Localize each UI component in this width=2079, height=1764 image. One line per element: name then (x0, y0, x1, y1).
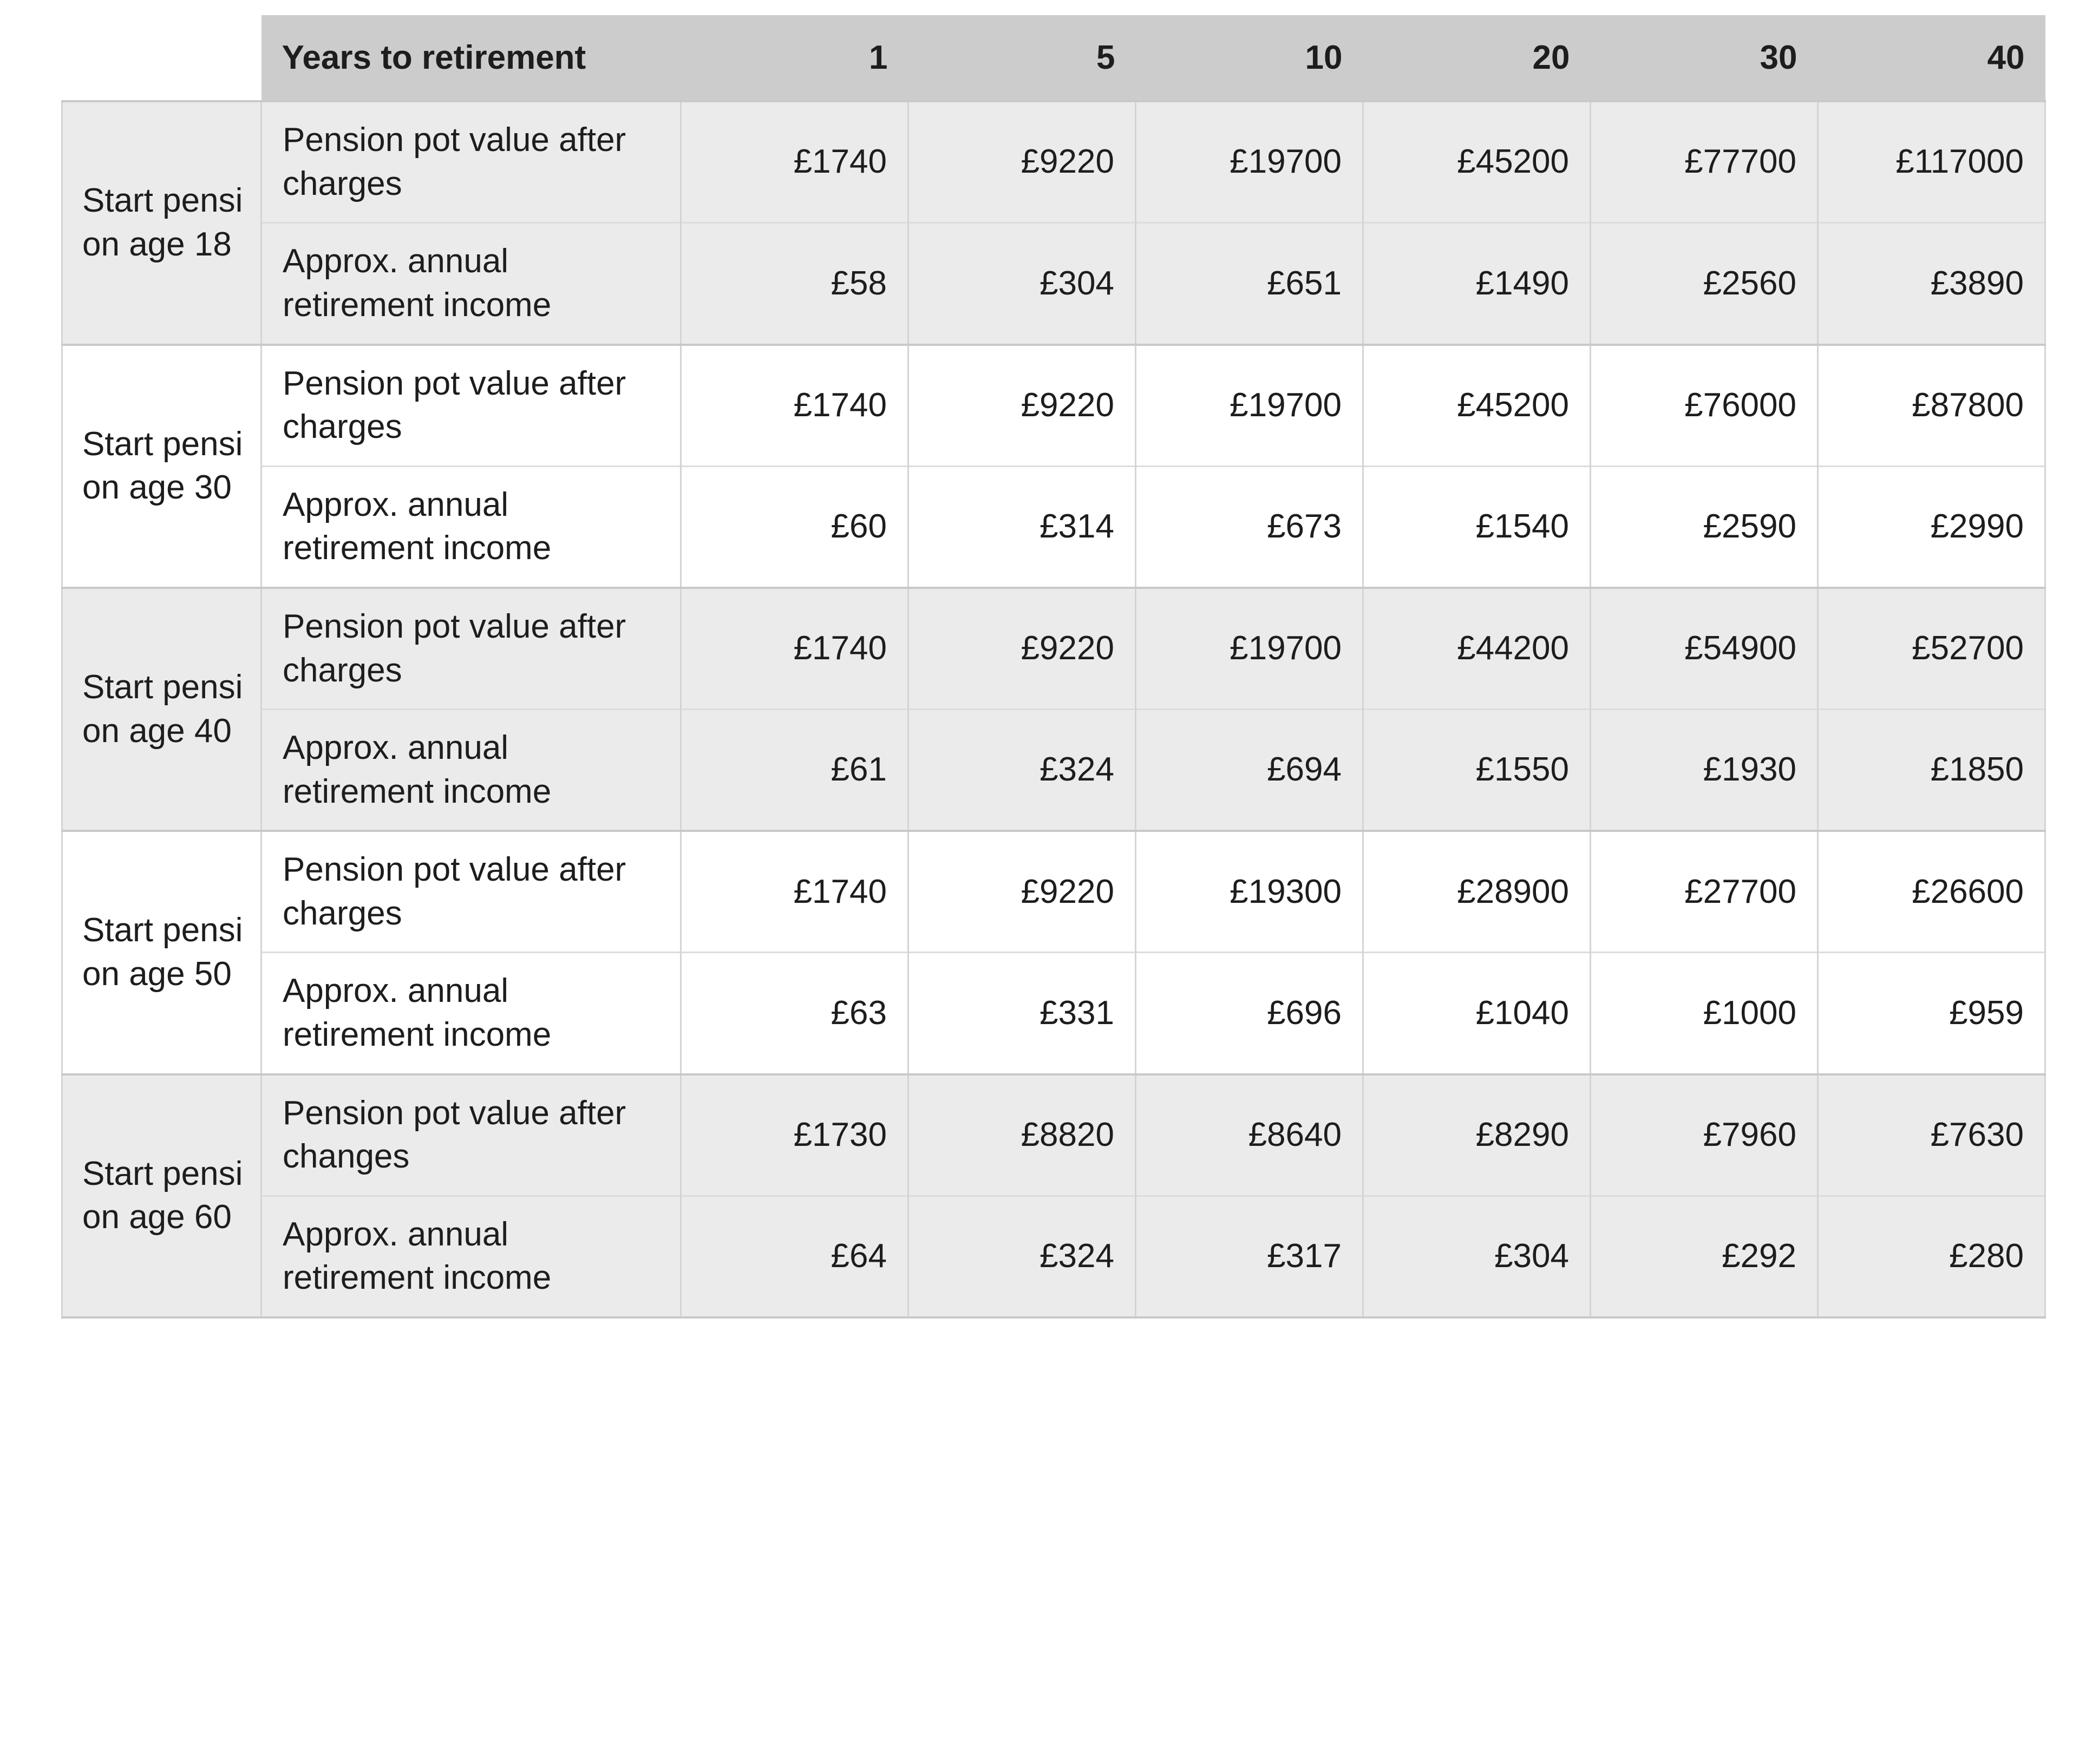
table-header-row (62, 15, 2045, 101)
cell-value: £324 (908, 710, 1136, 831)
cell-value: £1740 (681, 831, 908, 953)
table-row (62, 1074, 2045, 1196)
start-age-label: Start pension age 60 (62, 1074, 261, 1317)
metric-label: Approx. annual retirement income (261, 1196, 681, 1317)
table-row (62, 466, 2045, 588)
cell-value: £1000 (1591, 953, 1818, 1074)
cell-value: £1740 (681, 345, 908, 467)
cell-value: £44200 (1363, 588, 1591, 710)
cell-value: £8820 (908, 1074, 1136, 1196)
header-year-30: 30 (1591, 15, 1818, 101)
metric-label: Pension pot value after changes (261, 1074, 681, 1196)
cell-value: £64 (681, 1196, 908, 1317)
cell-value: £651 (1136, 223, 1363, 345)
cell-value: £2590 (1591, 466, 1818, 588)
cell-value: £1540 (1363, 466, 1591, 588)
start-age-label: Start pension age 40 (62, 588, 261, 831)
cell-value: £7630 (1818, 1074, 2045, 1196)
table-row (62, 831, 2045, 953)
metric-label: Pension pot value after charges (261, 101, 681, 223)
pension-projection-table (61, 15, 2046, 1319)
cell-value: £58 (681, 223, 908, 345)
metric-label: Pension pot value after charges (261, 831, 681, 953)
cell-value: £87800 (1818, 345, 2045, 467)
cell-value: £26600 (1818, 831, 2045, 953)
cell-value: £19700 (1136, 345, 1363, 467)
cell-value: £117000 (1818, 101, 2045, 223)
header-years-to-retirement: Years to retirement (261, 15, 681, 101)
metric-label: Pension pot value after charges (261, 345, 681, 467)
cell-value: £45200 (1363, 101, 1591, 223)
cell-value: £317 (1136, 1196, 1363, 1317)
header-year-5: 5 (908, 15, 1136, 101)
table-row (62, 953, 2045, 1074)
cell-value: £28900 (1363, 831, 1591, 953)
cell-value: £304 (908, 223, 1136, 345)
cell-value: £19700 (1136, 588, 1363, 710)
cell-value: £304 (1363, 1196, 1591, 1317)
cell-value: £3890 (1818, 223, 2045, 345)
cell-value: £2560 (1591, 223, 1818, 345)
table-row (62, 1196, 2045, 1317)
table-row (62, 588, 2045, 710)
metric-label: Approx. annual retirement income (261, 466, 681, 588)
cell-value: £27700 (1591, 831, 1818, 953)
cell-value: £54900 (1591, 588, 1818, 710)
cell-value: £673 (1136, 466, 1363, 588)
header-year-20: 20 (1363, 15, 1591, 101)
cell-value: £63 (681, 953, 908, 1074)
cell-value: £1550 (1363, 710, 1591, 831)
cell-value: £8290 (1363, 1074, 1591, 1196)
metric-label: Approx. annual retirement income (261, 223, 681, 345)
cell-value: £61 (681, 710, 908, 831)
table-row (62, 223, 2045, 345)
table-header (62, 15, 2045, 101)
cell-value: £2990 (1818, 466, 2045, 588)
start-age-label: Start pension age 50 (62, 831, 261, 1074)
header-year-40: 40 (1818, 15, 2045, 101)
cell-value: £45200 (1363, 345, 1591, 467)
cell-value: £52700 (1818, 588, 2045, 710)
table-row (62, 345, 2045, 467)
cell-value: £1730 (681, 1074, 908, 1196)
cell-value: £1490 (1363, 223, 1591, 345)
cell-value: £280 (1818, 1196, 2045, 1317)
metric-label: Approx. annual retirement income (261, 953, 681, 1074)
start-age-label: Start pension age 18 (62, 101, 261, 344)
start-age-label: Start pension age 30 (62, 345, 261, 588)
cell-value: £1930 (1591, 710, 1818, 831)
cell-value: £7960 (1591, 1074, 1818, 1196)
cell-value: £1740 (681, 101, 908, 223)
cell-value: £9220 (908, 345, 1136, 467)
cell-value: £314 (908, 466, 1136, 588)
cell-value: £8640 (1136, 1074, 1363, 1196)
cell-value: £292 (1591, 1196, 1818, 1317)
cell-value: £60 (681, 466, 908, 588)
cell-value: £959 (1818, 953, 2045, 1074)
header-year-1: 1 (681, 15, 908, 101)
cell-value: £1740 (681, 588, 908, 710)
header-corner-spacer (62, 15, 261, 101)
cell-value: £331 (908, 953, 1136, 1074)
table-row (62, 710, 2045, 831)
cell-value: £9220 (908, 831, 1136, 953)
cell-value: £9220 (908, 588, 1136, 710)
cell-value: £324 (908, 1196, 1136, 1317)
cell-value: £19700 (1136, 101, 1363, 223)
cell-value: £77700 (1591, 101, 1818, 223)
cell-value: £1040 (1363, 953, 1591, 1074)
cell-value: £9220 (908, 101, 1136, 223)
cell-value: £76000 (1591, 345, 1818, 467)
header-year-10: 10 (1136, 15, 1363, 101)
table-body (62, 101, 2045, 1317)
metric-label: Pension pot value after charges (261, 588, 681, 710)
cell-value: £1850 (1818, 710, 2045, 831)
cell-value: £694 (1136, 710, 1363, 831)
table-row (62, 101, 2045, 223)
cell-value: £19300 (1136, 831, 1363, 953)
cell-value: £696 (1136, 953, 1363, 1074)
metric-label: Approx. annual retirement income (261, 710, 681, 831)
